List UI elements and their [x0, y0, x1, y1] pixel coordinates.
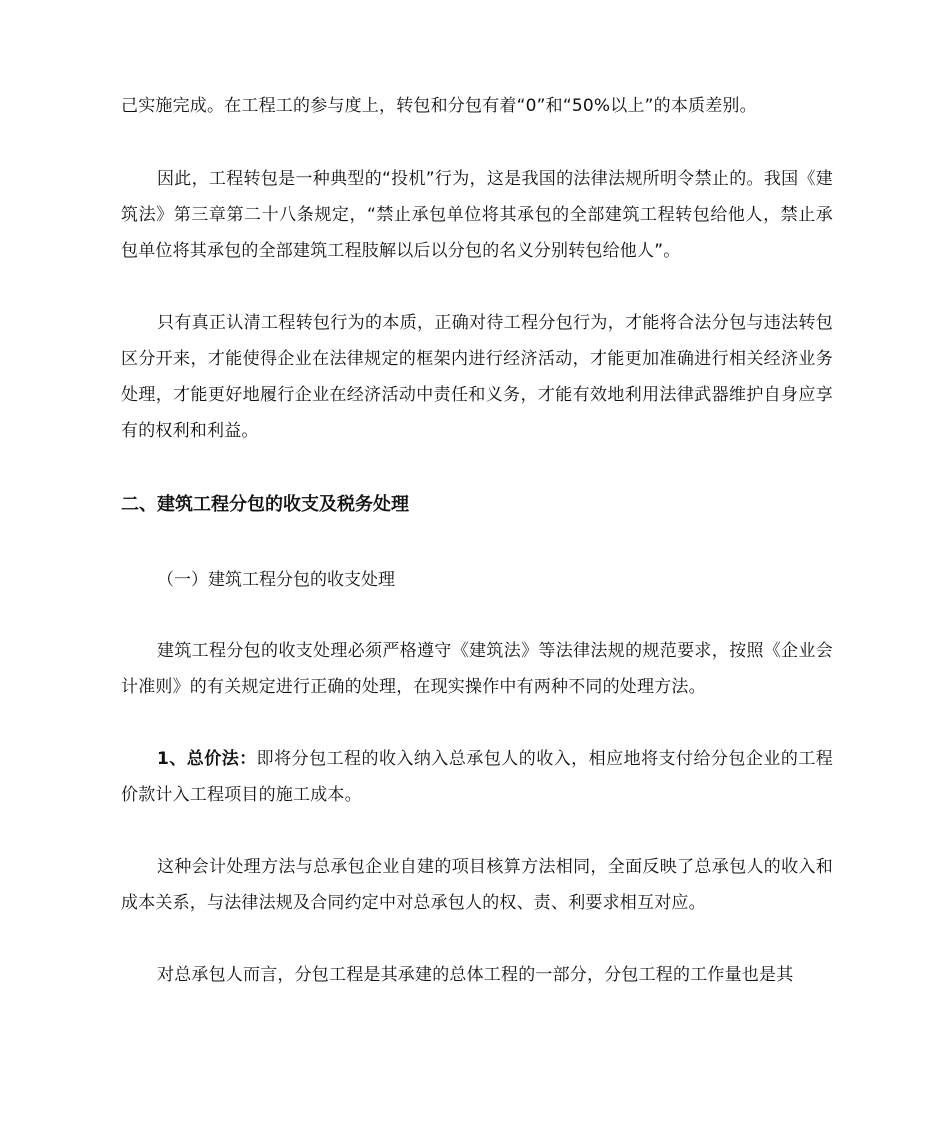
paragraph-general-contractor: 对总承包人而言，分包工程是其承建的总体工程的一部分，分包工程的工作量也是其	[157, 965, 794, 985]
method-description: 即将分包工程的收入纳入总承包人的收入，相应地将支付给分包企业的工程价款计入工程项目的施工成本。	[121, 749, 833, 805]
subsection-heading: （一）建筑工程分包的收支处理	[157, 570, 395, 590]
paragraph-distinction: 只有真正认清工程转包行为的本质，正确对待工程分包行为，才能将合法分包与违法转包区分开来，才能使得企业在法律规定的框架内进行经济活动，才能更加准确进行相关经济业务处理，才能更好地履行企业在经济活动中责任和义务，才能有效地利用法律武器维护自身应享有的权利和利益。	[121, 313, 833, 441]
paragraph-speculation: 因此，工程转包是一种典型的“投机”行为，这是我国的法律法规所明令禁止的。我国《建筑法》第三章第二十八条规定，“禁止承包单位将其承包的全部建筑工程转包给他人，禁止承包单位将其承包的全部建筑工程肢解以后以分包的名义分别转包给他人”。	[121, 169, 833, 261]
paragraph-continuation: 己实施完成。在工程工的参与度上，转包和分包有着“0”和“50%以上”的本质差别。	[121, 96, 757, 116]
paragraph-method-effect: 这种会计处理方法与总承包企业自建的项目核算方法相同，全面反映了总承包人的收入和成本关系，与法律法规及合同约定中对总承包人的权、责、利要求相互对应。	[121, 857, 833, 913]
method-label: 1、总价法：	[157, 749, 257, 769]
paragraph-total-price-method	[121, 741, 833, 813]
paragraph-accounting-rules: 建筑工程分包的收支处理必须严格遵守《建筑法》等法律法规的规范要求，按照《企业会计准则》的有关规定进行正确的处理，在现实操作中有两种不同的处理方法。	[121, 641, 833, 697]
section-heading: 二、建筑工程分包的收支及税务处理	[121, 494, 409, 515]
